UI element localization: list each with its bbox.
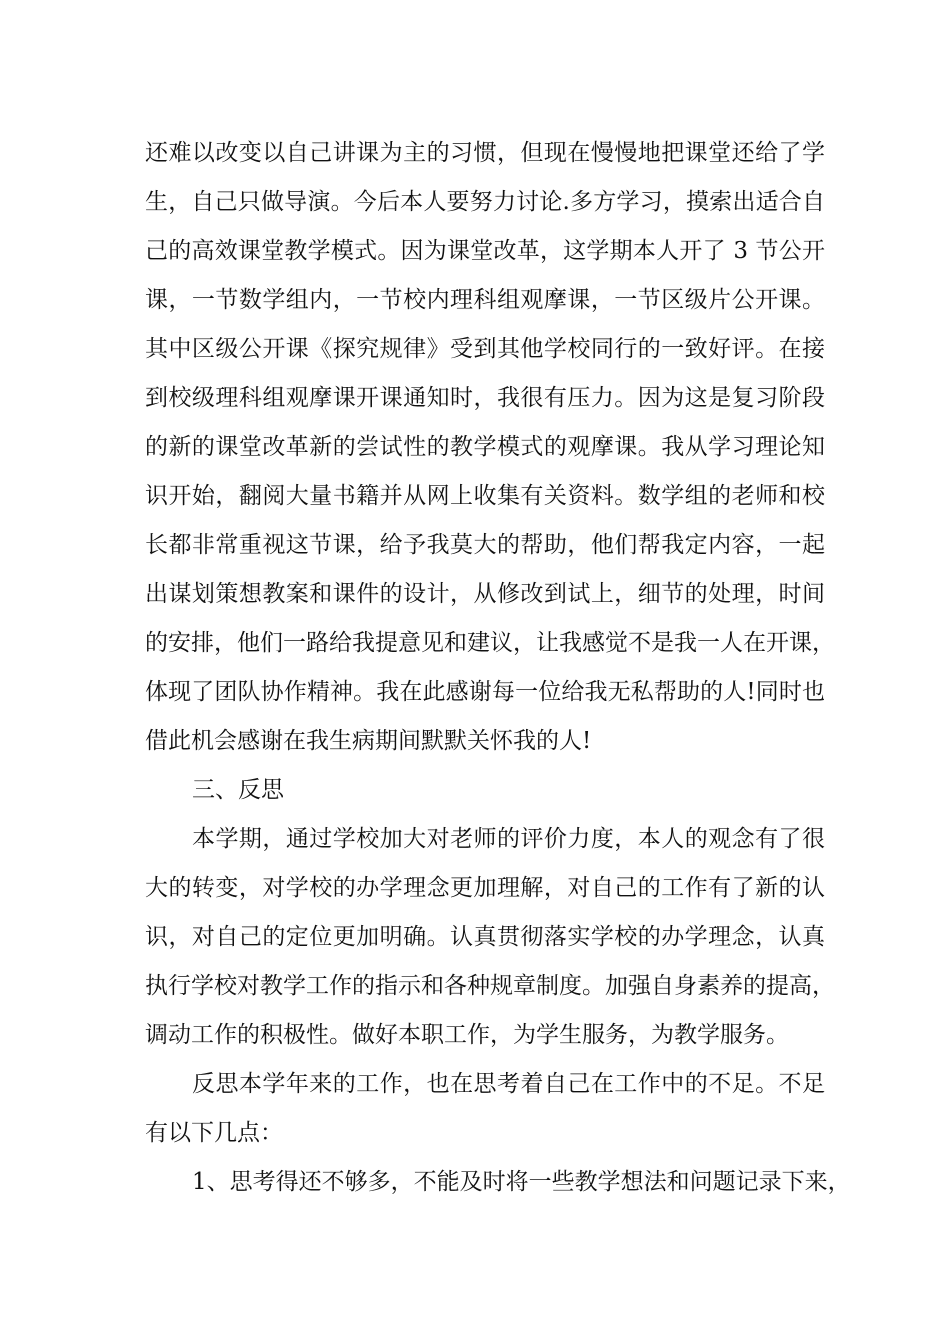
text-line: 有以下几点： xyxy=(145,1120,283,1146)
text-line: 借此机会感谢在我生病期间默默关怀我的人! xyxy=(145,728,592,754)
text-line: 出谋划策想教案和课件的设计，从修改到试上，细节的处理，时间 xyxy=(145,581,825,607)
text-line: 执行学校对教学工作的指示和各种规章制度。加强自身素养的提高， xyxy=(145,973,835,999)
text-line: 的安排，他们一路给我提意见和建议，让我感觉不是我一人在开课， xyxy=(145,630,835,656)
list-item: 1、思考得还不够多，不能及时将一些教学想法和问题记录下来， xyxy=(192,1169,851,1195)
paragraph-first-line: 本学期，通过学校加大对老师的评价力度，本人的观念有了很 xyxy=(192,826,825,852)
text-line: 的新的课堂改革新的尝试性的教学模式的观摩课。我从学习理论知 xyxy=(145,434,825,460)
text-line: 还难以改变以自己讲课为主的习惯，但现在慢慢地把课堂还给了学 xyxy=(145,140,825,166)
section-heading: 三、反思 xyxy=(192,777,284,803)
text-line: 到校级理科组观摩课开课通知时，我很有压力。因为这是复习阶段 xyxy=(145,385,825,411)
text-line: 己的高效课堂教学模式。因为课堂改革，这学期本人开了 3 节公开 xyxy=(145,238,825,264)
paragraph-first-line: 反思本学年来的工作，也在思考着自己在工作中的不足。不足 xyxy=(192,1071,825,1097)
text-line: 识，对自己的定位更加明确。认真贯彻落实学校的办学理念，认真 xyxy=(145,924,825,950)
text-line: 长都非常重视这节课，给予我莫大的帮助，他们帮我定内容，一起 xyxy=(145,532,825,558)
text-line: 其中区级公开课《探究规律》受到其他学校同行的一致好评。在接 xyxy=(145,336,825,362)
text-line: 大的转变，对学校的办学理念更加理解，对自己的工作有了新的认 xyxy=(145,875,825,901)
text-line: 调动工作的积极性。做好本职工作，为学生服务，为教学服务。 xyxy=(145,1022,789,1048)
text-line: 生，自己只做导演。今后本人要努力讨论.多方学习，摸索出适合自 xyxy=(145,189,825,215)
text-line: 课，一节数学组内，一节校内理科组观摩课，一节区级片公开课。 xyxy=(145,287,825,313)
text-line: 体现了团队协作精神。我在此感谢每一位给我无私帮助的人!同时也 xyxy=(145,679,825,705)
text-line: 识开始，翻阅大量书籍并从网上收集有关资料。数学组的老师和校 xyxy=(145,483,825,509)
